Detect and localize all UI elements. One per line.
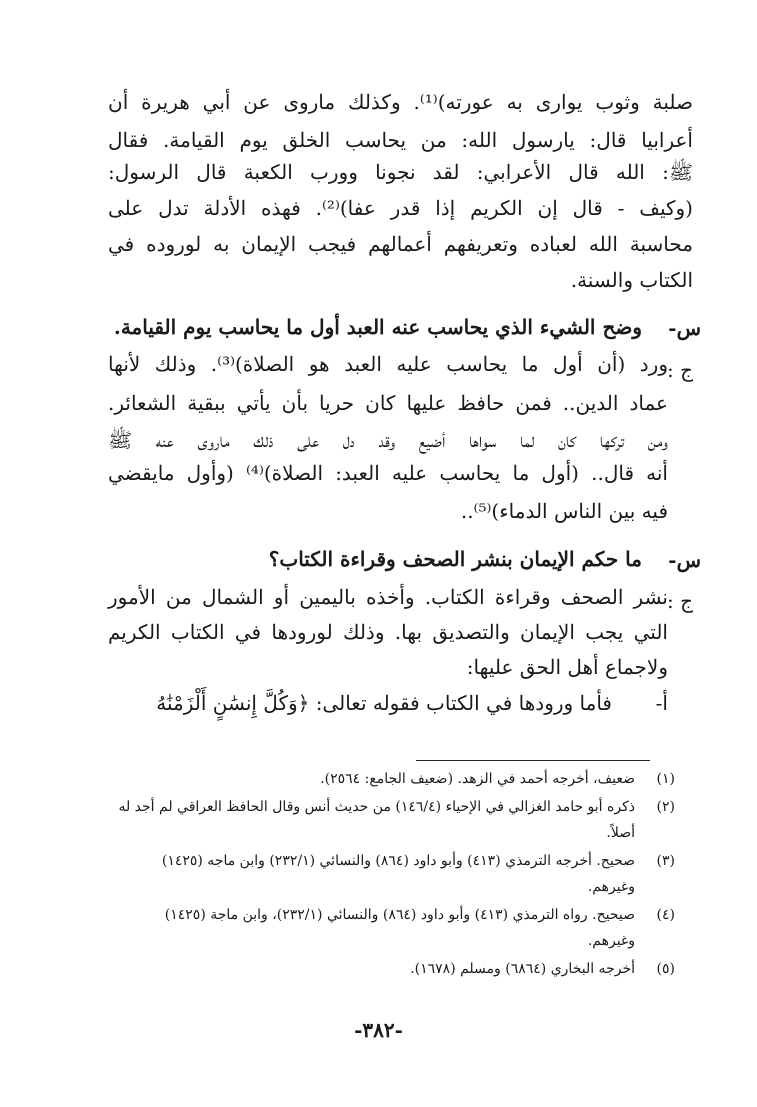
question-text: ما حكم الإيمان بنشر الصحف وقراءة الكتاب؟ — [268, 547, 642, 571]
page-number: -٣٨٢- — [354, 1018, 403, 1042]
question-text: وضح الشيء الذي يحاسب عنه العبد أول ما يحاسب يوم القيامة. — [113, 315, 642, 339]
body-line: (وكيف - قال إن الكريم إذا قدر عفا)⁽²⁾. فهذه الأدلة تدل على — [108, 196, 693, 220]
footnote-text: ضعيف، أخرجه أحمد في الزهد. (ضعيف الجامع: ٢٥٦٤). — [320, 771, 635, 787]
answer-line: فيه بين الناس الدماء)⁽⁵⁾.. — [460, 499, 668, 523]
footnote-text: وغيرهم. — [587, 879, 635, 895]
body-line: محاسبة الله لعباده وتعريفهم أعمالهم فيجب الإيمان به لوروده في — [108, 232, 693, 256]
footnote-text: أصلاً. — [606, 825, 635, 841]
footnote-number: (٣) — [656, 853, 675, 869]
question-marker: س- — [668, 548, 701, 572]
footnote-text: ذكره أبو حامد الغزالي في الإحياء (١٤٦/٤) من حديث أنس وقال الحافظ العراقي لم أجد له — [118, 799, 635, 815]
question-marker: س- — [668, 316, 701, 340]
footnote-number: (٤) — [656, 907, 675, 923]
footnote-divider — [416, 760, 650, 761]
answer-marker: ج : — [666, 589, 693, 613]
footnote-number: (٥) — [656, 961, 675, 977]
footnote-text: صيحيح. رواه الترمذي (٤١٣) وأبو داود (٨٦٤) والنسائي (٢٣٢/١)، وابن ماجة (١٤٢٥) — [164, 907, 635, 923]
body-line: أعرابيا قال: يارسول الله: من يحاسب الخلق يوم القيامة. فقال — [108, 128, 693, 152]
answer-line: ورد (أن أول ما يحاسب عليه العبد هو الصلاة)⁽³⁾. وذلك لأنها — [108, 352, 668, 376]
item-marker: أ- — [655, 691, 668, 715]
footnote-number: (١) — [656, 771, 675, 787]
body-line: صلبة وثوب يوارى به عورته)⁽¹⁾. وكذلك ماروى عن أبي هريرة أن — [108, 90, 693, 114]
answer-line: ومن تركها كان لما سواها أضيع وقد دل على ذلك ماروى عنه ﷺ — [108, 428, 668, 452]
footnote-text: وغيرهم. — [587, 933, 635, 949]
answer-marker: ج : — [666, 358, 693, 382]
answer-line: أنه قال.. (أول ما يحاسب عليه العبد: الصلاة)⁽⁴⁾ (وأول مايقضي — [108, 461, 668, 485]
footnote-number: (٢) — [656, 799, 675, 815]
answer-line: نشر الصحف وقراءة الكتاب. وأخذه باليمين أو الشمال من الأمور — [108, 585, 668, 609]
answer-line: ولاجماع أهل الحق عليها: — [466, 655, 668, 679]
footnote-text: أخرجه البخاري (٦٨٦٤) ومسلم (١٦٧٨). — [410, 961, 635, 977]
body-line: الكتاب والسنة. — [570, 268, 693, 292]
footnote-text: صحيح. أخرجه الترمذي (٤١٣) وأبو داود (٨٦٤) والنسائي (٢٣٢/١) وابن ماجه (١٤٢٥) — [161, 853, 635, 869]
item-text: فأما ورودها في الكتاب فقوله تعالى: ﴿وَكُلَّ إِنسَٰنٍ أَلْزَمْنَٰهُ — [156, 691, 612, 715]
answer-line: التي يجب الإيمان والتصديق بها. وذلك لورودها في الكتاب الكريم — [108, 620, 668, 644]
answer-line: عماد الدين.. فمن حافظ عليها كان حريا بأن يأتي ببقية الشعائر. — [108, 391, 668, 415]
body-line: ﷺ: الله قال الأعرابي: لقد نجونا وورب الكعبة قال الرسول: — [108, 160, 693, 184]
